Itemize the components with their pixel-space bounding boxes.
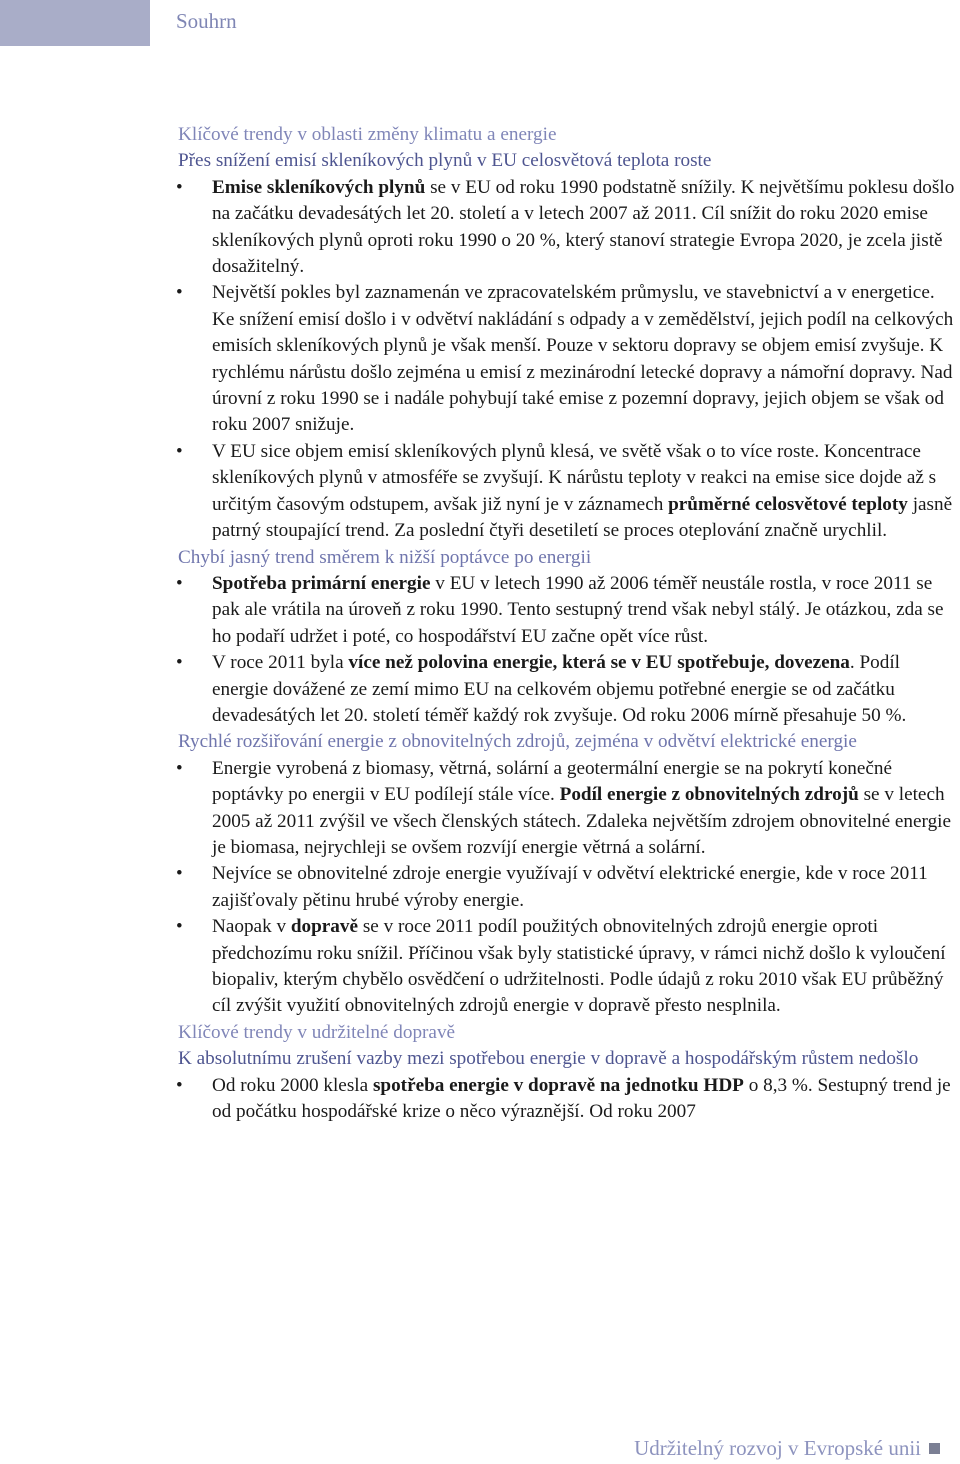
bullet-list xyxy=(178,175,960,545)
body-text: se v EU od roku 1990 podstatně snížily. K největšímu poklesu došlo na začátku devadesátých let 20. století a v letech 2007 až 2011. Cíl snížit do roku 2020 emise skleníkových plynů oproti roku 1990 o 20 %, který stanoví strategie Evropa 2020, je zcela jistě dosažitelný. xyxy=(212,176,955,278)
emphasis-text: Emise skleníkových plynů xyxy=(212,176,426,198)
section-subtitle: K absolutnímu zrušení vazby mezi spotřebou energie v dopravě a hospodářským růstem nedošlo xyxy=(178,1048,919,1070)
bullet-list xyxy=(178,756,960,1020)
list-item xyxy=(178,175,960,281)
body-text: . Podíl energie dovážené ze zemí mimo EU na celkovém objemu potřebné energie se od začátku devadesátých let 20. století téměř každý rok zvyšuje. Od roku 2006 mírně přesahuje 50 %. xyxy=(212,652,907,726)
list-item xyxy=(178,280,960,438)
list-item xyxy=(178,1073,960,1126)
emphasis-text: Podíl energie z obnovitelných zdrojů xyxy=(559,784,859,806)
body-text: Nejvíce se obnovitelné zdroje energie využívají v odvětví elektrické energie, kde v roce 2011 zajišťovaly pětinu hrubé výroby energie. xyxy=(212,863,928,911)
section-subtitle: Chybí jasný trend směrem k nižší poptávce po energii xyxy=(178,546,592,568)
list-item xyxy=(178,756,960,862)
list-item xyxy=(178,914,960,1020)
bullet-list xyxy=(178,1073,960,1126)
body-text: se v letech 2005 až 2011 zvýšil ve všech členských státech. Zdaleka největším zdrojem obnovitelné energie je biomasa, nejrychleji se ovšem rozvíjí energie větrná a solární. xyxy=(212,784,952,858)
footer-text: Udržitelný rozvoj v Evropské unii xyxy=(634,1436,921,1460)
section-subtitle: Rychlé rozšiřování energie z obnovitelných zdrojů, zejména v odvětví elektrické energie xyxy=(178,731,857,753)
section-subtitle: Přes snížení emisí skleníkových plynů v EU celosvětová teplota roste xyxy=(178,150,712,172)
emphasis-text: Spotřeba primární energie xyxy=(212,572,431,594)
list-item xyxy=(178,650,960,729)
body-text: v EU v letech 1990 až 2006 téměř neustále rostla, v roce 2011 se pak ale vrátila na úroveň z roku 1990. Tento sestupný trend však nebyl stálý. Je otázkou, zda se ho podaří udržet i poté, co hospodářství EU začne opět více růst. xyxy=(212,572,944,647)
body-text: Naopak v xyxy=(212,916,291,938)
document-body xyxy=(178,122,960,1125)
emphasis-text: více než polovina energie, která se v EU spotřebuje, dovezena xyxy=(348,652,850,674)
body-text: o 8,3 %. Sestupný trend je od počátku hospodářské krize o něco výraznější. Od roku 2007 xyxy=(212,1074,951,1123)
square-icon xyxy=(929,1443,940,1454)
body-text: Energie vyrobená z biomasy, větrná, solární a geotermální energie se na pokrytí konečné poptávky po energii v EU podílejí stále více. xyxy=(212,757,893,806)
body-text: V EU sice objem emisí skleníkových plynů klesá, ve světě však o to více roste. Koncentrace skleníkových plynů v atmosféře se zvyšují. K nárůstu teploty v reakci na emise sice dojde až s určitým časovým odstupem, avšak již nyní je v záznamech xyxy=(212,440,937,515)
body-text: jasně patrný stoupající trend. Za poslední čtyři desetiletí se proces oteplování značně urychlil. xyxy=(212,493,953,542)
list-item xyxy=(178,571,960,650)
section-title: Klíčové trendy v udržitelné dopravě xyxy=(178,1021,456,1043)
bullet-list xyxy=(178,571,960,729)
emphasis-text: spotřeba energie v dopravě na jednotku HDP xyxy=(372,1074,744,1096)
page-footer xyxy=(634,1436,940,1461)
body-text: Od roku 2000 klesla xyxy=(212,1074,373,1096)
body-text: se v roce 2011 podíl použitých obnovitelných zdrojů energie oproti předchozímu roku snížil. Příčinou však byly statistické úpravy, v rámci nichž došlo k vyloučení biopaliv, kterým chybělo osvědčení o udržitelnosti. Podle údajů z roku 2010 však EU průběžný cíl zvýšit využití obnovitelných zdrojů energie v dopravě přesto nesplnila. xyxy=(212,916,946,1017)
emphasis-text: dopravě xyxy=(290,916,359,938)
emphasis-text: průměrné celosvětové teploty xyxy=(668,493,908,515)
body-text: Největší pokles byl zaznamenán ve zpracovatelském průmyslu, ve stavebnictví a v energetice. Ke snížení emisí došlo i v odvětví nakládání s odpady a v zemědělství, jejich podíl na celkových emisích skleníkových plynů je však menší. Pouze v sektoru dopravy se objem emisí zvyšuje. K rychlému nárůstu došlo zejména u emisí z mezinárodní letecké dopravy a námořní dopravy. Nad úrovní z roku 1990 se i nadále pohybují také emise z pozemní dopravy, jejich objem se však od roku 2007 snižuje. xyxy=(212,282,954,436)
list-item xyxy=(178,439,960,545)
list-item xyxy=(178,861,960,914)
section-title: Klíčové trendy v oblasti změny klimatu a energie xyxy=(178,124,557,145)
section-name: Souhrn xyxy=(176,9,237,33)
header-tab xyxy=(0,0,237,46)
body-text: V roce 2011 byla xyxy=(212,652,349,674)
